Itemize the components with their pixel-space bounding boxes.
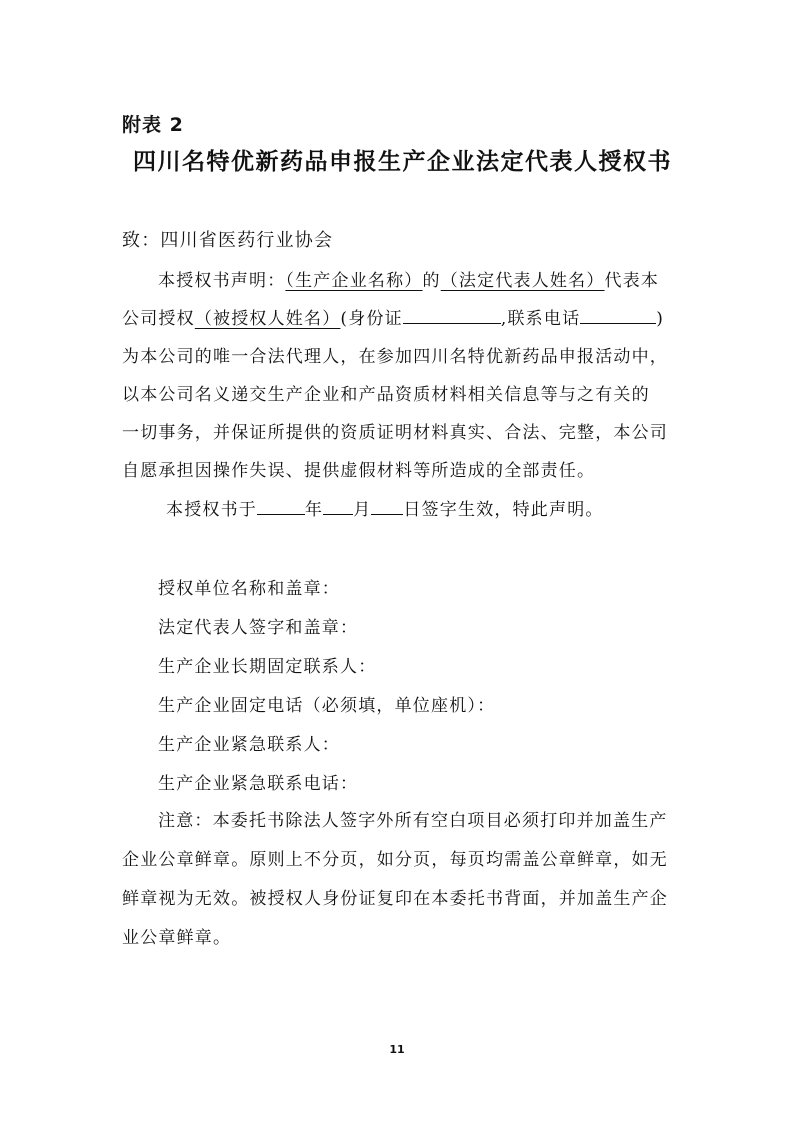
of-text: 的: [422, 271, 441, 291]
body-line-1: [158, 266, 659, 291]
close-paren: ): [656, 309, 665, 329]
body-line-2: [122, 304, 664, 329]
body-line-6: 自愿承担因操作失误、提供虚假材料等所造成的全部责任。: [122, 461, 596, 481]
represent-text: 代表本: [604, 271, 660, 291]
appendix-label: 附表 2: [122, 114, 184, 136]
field-emergency-contact: 生产企业紧急联系人：: [158, 735, 340, 755]
document-title: 四川名特优新药品申报生产企业法定代表人授权书: [133, 149, 672, 175]
note-line-4: 业公章鲜章。: [122, 928, 232, 948]
note-line-2: 企业公章鲜章。原则上不分页，如分页，每页均需盖公章鲜章，如无: [122, 850, 668, 870]
id-card-label: (身份证: [340, 309, 403, 329]
declaration-prefix: 本授权书声明：: [158, 271, 286, 291]
legal-rep-placeholder: （法定代表人姓名）: [440, 271, 605, 291]
body-line-3: 为本公司的唯一合法代理人，在参加四川名特优新药品申报活动中，: [122, 347, 668, 367]
company-name-placeholder: （生产企业名称）: [285, 271, 423, 291]
page-number: 11: [389, 1043, 405, 1056]
field-legal-rep-signature: 法定代表人签字和盖章：: [158, 618, 359, 638]
month-label: 月: [353, 500, 372, 520]
phone-blank: [580, 307, 656, 324]
field-fixed-phone: 生产企业固定电话（必须填，单位座机）：: [158, 696, 496, 716]
year-label: 年: [305, 500, 324, 520]
note-line-1: 注意：本委托书除法人签字外所有空白项目必须打印并加盖生产: [158, 811, 668, 831]
recipient-line: 致：四川省医药行业协会: [122, 230, 334, 251]
effective-date-line: [166, 495, 604, 520]
effective-suffix: 日签字生效，特此声明。: [403, 500, 604, 520]
year-blank: [257, 498, 305, 515]
day-blank: [371, 498, 403, 515]
phone-label: ,联系电话: [500, 309, 581, 329]
authorize-prefix: 公司授权: [122, 309, 195, 329]
note-line-3: 鲜章视为无效。被授权人身份证复印在本委托书背面，并加盖生产企: [122, 889, 668, 909]
agent-name-placeholder: （被授权人姓名）: [194, 309, 341, 329]
id-card-blank: [403, 307, 501, 324]
field-emergency-phone: 生产企业紧急联系电话：: [158, 774, 359, 794]
body-line-5: 一切事务，并保证所提供的资质证明材料真实、合法、完整，本公司: [122, 423, 668, 443]
effective-prefix: 本授权书于: [166, 500, 257, 520]
body-line-4: 以本公司名义递交生产企业和产品资质材料相关信息等与之有关的: [122, 385, 650, 405]
field-long-term-contact: 生产企业长期固定联系人：: [158, 657, 377, 677]
month-blank: [323, 498, 353, 515]
field-authorizing-unit: 授权单位名称和盖章：: [158, 579, 340, 599]
